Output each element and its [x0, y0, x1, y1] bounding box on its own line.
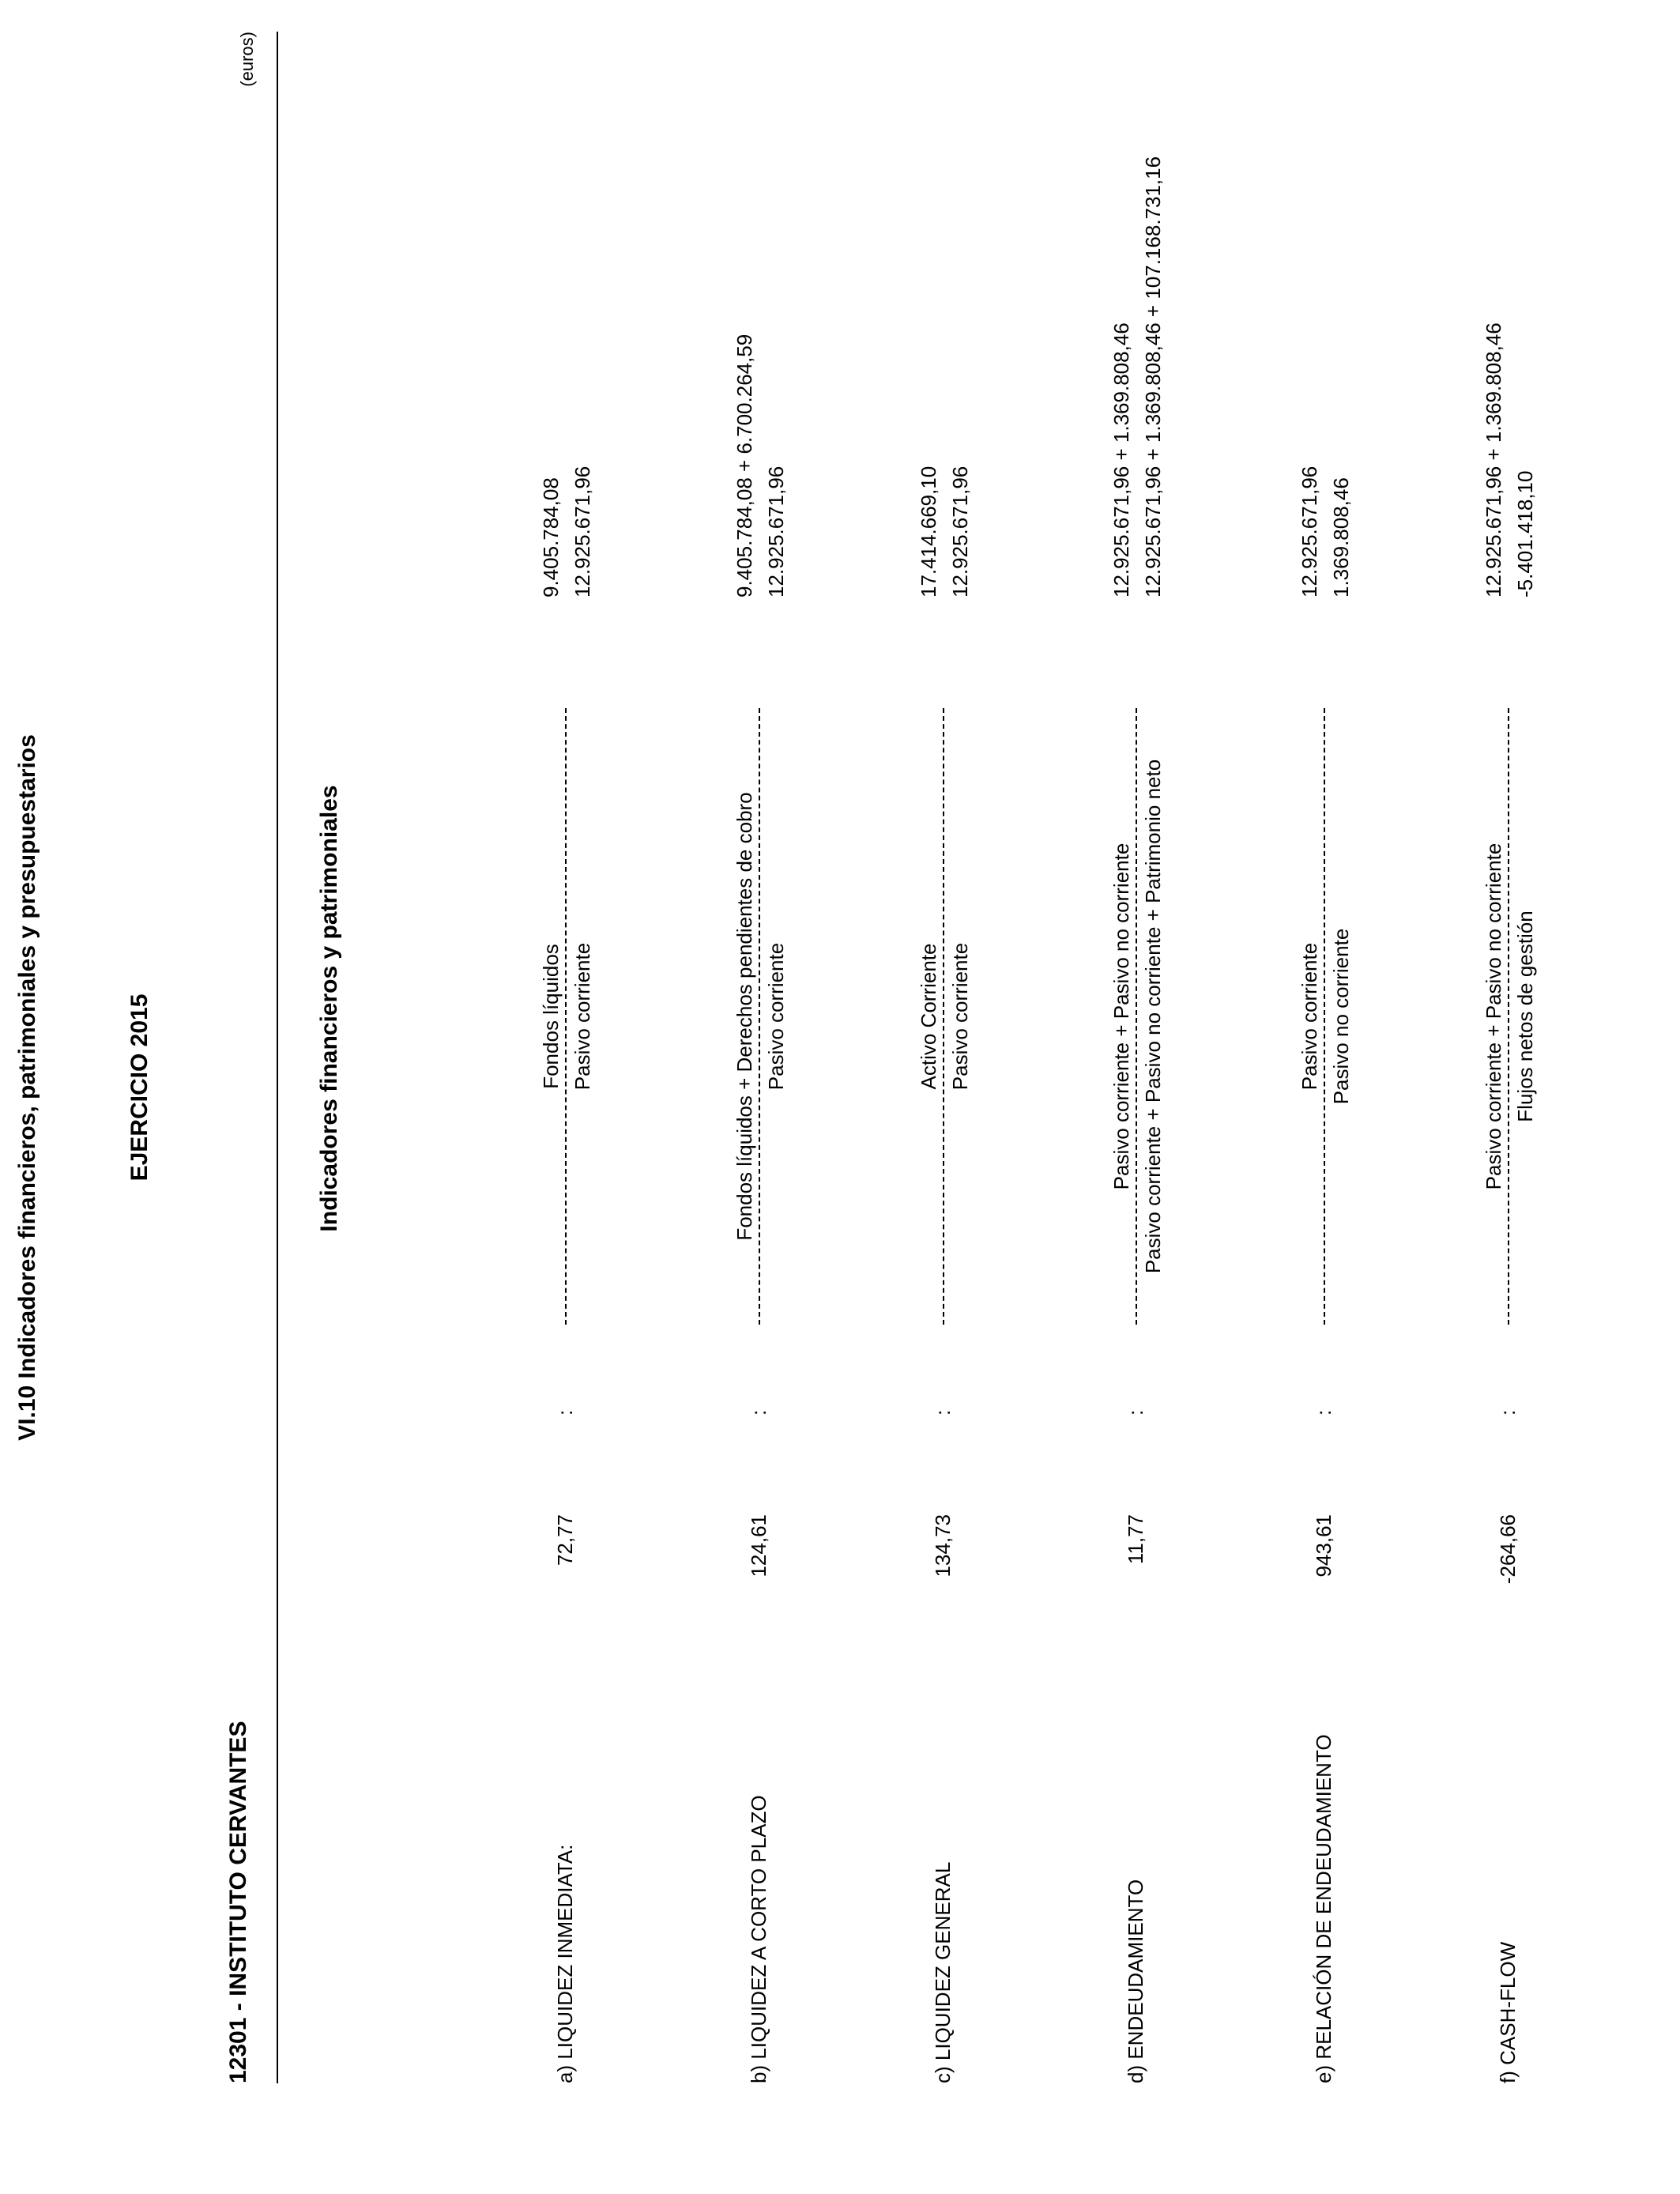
indicator-colon: : — [1496, 1409, 1520, 1416]
entity-name: 12301 - INSTITUTO CERVANTES — [225, 1721, 251, 2083]
numerator-amounts: 9.405.784,08 — [539, 477, 563, 598]
indicator-value: 943,61 — [1312, 1514, 1335, 1578]
formula-denominator: Flujos netos de gestión — [1513, 910, 1537, 1122]
indicator-row — [1109, 0, 1226, 2194]
indicator-label: c) LIQUIDEZ GENERAL — [931, 1861, 955, 2083]
indicator-row — [733, 0, 849, 2194]
formula-denominator: Pasivo corriente + Pasivo no corriente + Patrimonio neto — [1141, 759, 1165, 1274]
indicator-colon: : — [553, 1409, 577, 1416]
formula-numerator: Pasivo corriente + Pasivo no corriente — [1109, 843, 1133, 1190]
indicator-row — [1298, 0, 1414, 2194]
indicator-label: f) CASH-FLOW — [1496, 1941, 1520, 2083]
indicator-colon: : — [747, 1409, 770, 1416]
denominator-amounts: 12.925.671,96 + 1.369.808,46 + 107.168.731,16 — [1141, 156, 1165, 598]
numerator-amounts: 12.925.671,96 — [1298, 466, 1321, 598]
denominator-amounts: -5.401.418,10 — [1513, 470, 1537, 598]
formula-denominator: Pasivo corriente — [948, 942, 972, 1091]
fraction-line — [759, 708, 760, 1325]
numerator-amounts: 17.414.669,10 — [917, 466, 940, 598]
formula-numerator: Fondos líquidos — [539, 944, 563, 1089]
indicator-value: 11,77 — [1124, 1514, 1147, 1565]
denominator-amounts: 12.925.671,96 — [764, 466, 788, 598]
indicator-value: -264,66 — [1496, 1514, 1520, 1585]
indicator-label: e) RELACIÓN DE ENDEUDAMIENTO — [1312, 1734, 1335, 2083]
formula-numerator: Pasivo corriente — [1298, 942, 1321, 1091]
fiscal-year-heading: EJERCICIO 2015 — [126, 993, 153, 1182]
indicator-row — [917, 0, 1034, 2194]
report-title: VI.10 Indicadores financieros, patrimoniales y presupuestarios — [14, 734, 40, 1441]
indicator-label: a) LIQUIDEZ INMEDIATA: — [553, 1844, 577, 2083]
formula-denominator: Pasivo corriente — [764, 942, 788, 1091]
indicator-colon: : — [931, 1409, 955, 1416]
units-label: (euros) — [237, 32, 257, 87]
formula-numerator: Activo Corriente — [917, 943, 940, 1090]
denominator-amounts: 1.369.808,46 — [1329, 477, 1353, 598]
indicator-value: 134,73 — [931, 1514, 955, 1578]
denominator-amounts: 12.925.671,96 — [948, 466, 972, 598]
indicator-row — [539, 0, 656, 2194]
formula-numerator: Pasivo corriente + Pasivo no corriente — [1482, 843, 1505, 1190]
indicator-label: b) LIQUIDEZ A CORTO PLAZO — [747, 1795, 770, 2083]
indicator-value: 72,77 — [553, 1514, 577, 1566]
numerator-amounts: 12.925.671,96 + 1.369.808,46 — [1482, 322, 1505, 598]
indicator-row — [1482, 0, 1599, 2194]
fraction-line — [1136, 708, 1137, 1325]
fraction-line — [1508, 708, 1509, 1325]
indicator-colon: : — [1312, 1409, 1335, 1416]
section-heading: Indicadores financieros y patrimoniales — [316, 785, 342, 1232]
fraction-line — [565, 708, 567, 1325]
indicator-label: d) ENDEUDAMIENTO — [1124, 1879, 1147, 2083]
header-rule — [277, 32, 278, 2083]
indicator-colon: : — [1124, 1409, 1147, 1416]
indicator-value: 124,61 — [747, 1514, 770, 1578]
formula-numerator: Fondos líquidos + Derechos pendientes de cobro — [733, 792, 756, 1241]
numerator-amounts: 12.925.671,96 + 1.369.808,46 — [1109, 322, 1133, 598]
denominator-amounts: 12.925.671,96 — [571, 466, 594, 598]
fraction-line — [1324, 708, 1325, 1325]
formula-denominator: Pasivo corriente — [571, 942, 594, 1091]
formula-denominator: Pasivo no corriente — [1329, 928, 1353, 1105]
fraction-line — [943, 708, 944, 1325]
numerator-amounts: 9.405.784,08 + 6.700.264,59 — [733, 334, 756, 598]
